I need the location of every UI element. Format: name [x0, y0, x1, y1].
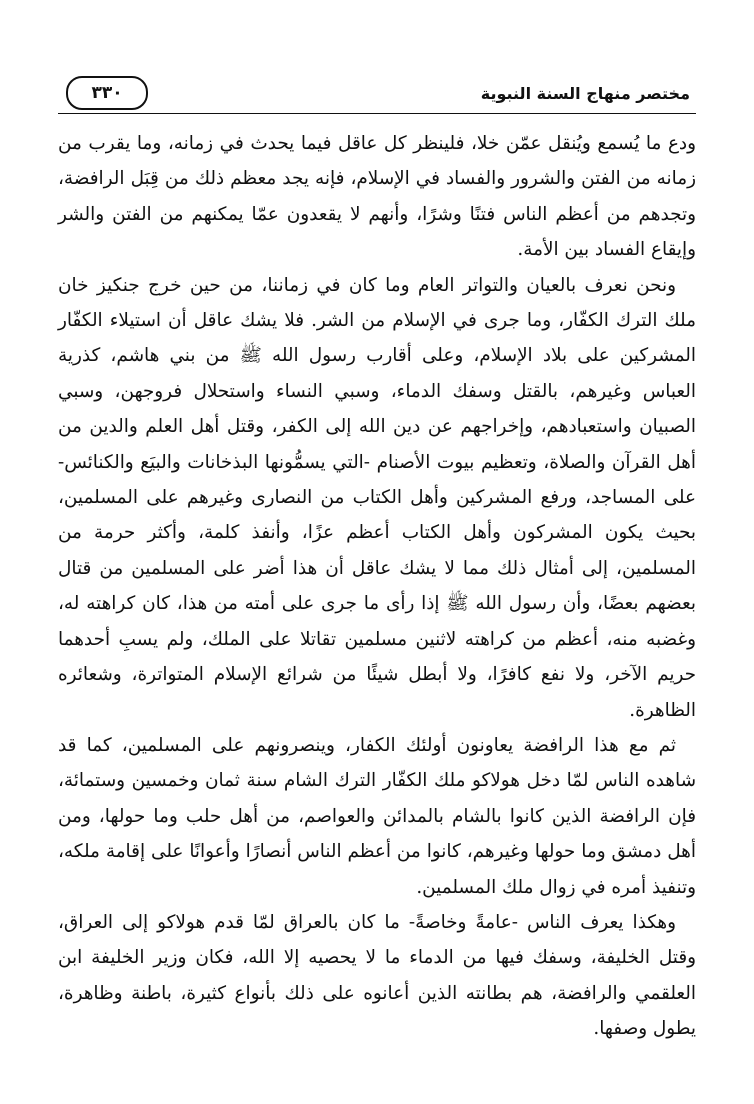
book-title: مختصر منهاج السنة النبوية — [480, 83, 690, 103]
paragraph-2: ونحن نعرف بالعيان والتواتر العام وما كان في زماننا، من حين خرج جنكيز خان ملك الترك الكفّار، وما جرى في الإسلام من الشر. فلا يشك عاقل أن استيلاء الكفّار المشركين على بلاد الإسلام، وعلى أقارب رسول الله ﷺ من بني هاشم، كذرية العباس وغيرهم، بالقتل وسفك الدماء، وسبي النساء واستحلال فروجهن، وسبي الصبيان واستعبادهم، وإخراجهم عن دين الله إلى الكفر، وقتل أهل العلم والدين من أهل القرآن والصلاة، وتعظيم بيوت الأصنام -التي يسمُّونها البذخانات والبيَع والكنائس- على المساجد، ورفع المشركين وأهل الكتاب من النصارى وغيرهم على المسلمين، بحيث يكون المشركون وأهل الكتاب أعظم عزًا، وأنفذ كلمة، وأكثر حرمة من المسلمين، إلى أمثال ذلك مما لا يشك عاقل أن هذا أضر على المسلمين من قتال بعضهم بعضًا، وأن رسول الله ﷺ إذا رأى ما جرى على أمته من هذا، كان كراهته له، وغضبه منه، أعظم من كراهته لاثنين مسلمين تقاتلا على الملك، ولم يسبِ أحدهما حريم الآخر، ولا نفع كافرًا، ولا أبطل شيئًا من شرائع الإسلام المتواترة، وشعائره الظاهرة. — [58, 274, 696, 721]
paragraph-4: وهكذا يعرف الناس -عامةً وخاصةً- ما كان بالعراق لمّا قدم هولاكو إلى العراق، وقتل الخليفة، وسفك فيها من الدماء ما لا يحصيه إلا الله، فكان وزير الخليفة ابن العلقمي والرافضة، هم بطانته الذين أعانوه على ذلك بأنواع كثيرة، باطنة وظاهرة، يطول وصفها. — [58, 911, 696, 1040]
paragraph-1: ودع ما يُسمع ويُنقل عمّن خلا، فلينظر كل عاقل فيما يحدث في زمانه، وما يقرب من زمانه من الفتن والشرور والفساد في الإسلام، فإنه يجد معظم ذلك من قِبَل الرافضة، وتجدهم من أعظم الناس فتنًا وشرًا، وأنهم لا يقعدون عمّا يمكنهم من الفتن والشر وإيقاع الفساد بين الأمة. — [58, 133, 696, 261]
page-body — [58, 126, 696, 1047]
paragraph-3: ثم مع هذا الرافضة يعاونون أولئك الكفار، وينصرونهم على المسلمين، كما قد شاهده الناس لمّا دخل هولاكو ملك الكفّار الترك الشام سنة ثمان وخمسين وستمائة، فإن الرافضة الذين كانوا بالشام بالمدائن والعواصم، من أهل حلب وما حولها، ومن أهل دمشق وما حولها وغيرهم، كانوا من أعظم الناس أنصارًا وأعوانًا على إقامة ملكه، وتنفيذ أمره في زوال ملك المسلمين. — [58, 734, 696, 898]
header-divider — [58, 113, 696, 114]
page-number: ٣٣٠ — [66, 76, 148, 110]
book-page — [58, 70, 696, 1050]
page-header — [58, 70, 696, 116]
